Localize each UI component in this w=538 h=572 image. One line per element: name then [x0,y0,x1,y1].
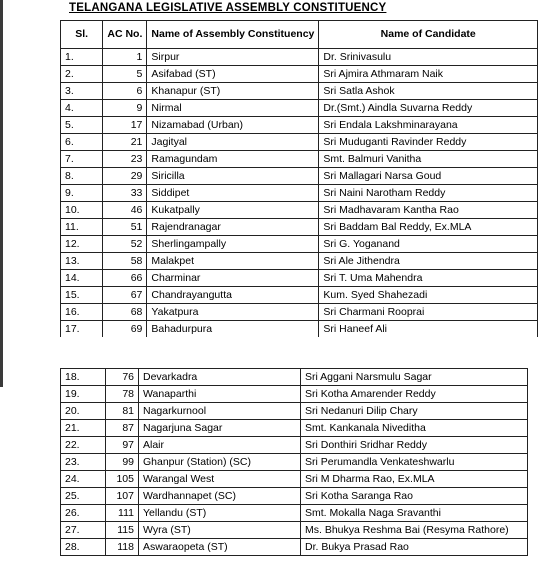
table-row [61,539,528,556]
cell-ac-no: 118 [106,539,139,556]
table-row [61,66,538,83]
cell-ac-no: 105 [106,471,139,488]
cell-sl: 21. [61,420,106,437]
cell-candidate: Sri Endala Lakshminarayana [319,117,538,134]
cell-candidate: Sri Kotha Saranga Rao [301,488,528,505]
cell-ac-no: 99 [106,454,139,471]
cell-constituency: Devarkadra [139,369,301,386]
table-row [61,403,528,420]
cell-ac-no: 6 [103,83,147,100]
cell-ac-no: 97 [106,437,139,454]
constituency-table-part-2 [60,368,528,556]
cell-candidate: Sri Madhavaram Kantha Rao [319,202,538,219]
table-row [61,287,538,304]
cell-sl: 18. [61,369,106,386]
table-row [61,202,538,219]
cell-ac-no: 78 [106,386,139,403]
cell-sl: 28. [61,539,106,556]
cell-candidate: Sri T. Uma Mahendra [319,270,538,287]
cell-constituency: Rajendranagar [147,219,319,236]
cell-candidate: Smt. Mokalla Naga Sravanthi [301,505,528,522]
cell-constituency: Chandrayangutta [147,287,319,304]
cell-constituency: Warangal West [139,471,301,488]
header-candidate: Name of Candidate [319,21,538,49]
table-row [61,437,528,454]
cell-sl: 5. [61,117,103,134]
table-row [61,369,528,386]
table-row [61,522,528,539]
cell-candidate: Dr. Srinivasulu [319,49,538,66]
header-sl: Sl. [61,21,103,49]
cell-constituency: Wardhannapet (SC) [139,488,301,505]
cell-ac-no: 52 [103,236,147,253]
cell-sl: 24. [61,471,106,488]
cell-ac-no: 51 [103,219,147,236]
cell-ac-no: 115 [106,522,139,539]
cell-constituency: Wanaparthi [139,386,301,403]
cell-ac-no: 68 [103,304,147,321]
cell-candidate: Sri Ale Jithendra [319,253,538,270]
constituency-table-part-1 [60,20,538,337]
cell-ac-no: 29 [103,168,147,185]
cell-candidate: Sri Charmani Rooprai [319,304,538,321]
cell-ac-no: 58 [103,253,147,270]
cell-constituency: Nagarkurnool [139,403,301,420]
cell-sl: 10. [61,202,103,219]
cell-sl: 8. [61,168,103,185]
cell-constituency: Siddipet [147,185,319,202]
table-header-row [61,21,538,49]
cell-sl: 11. [61,219,103,236]
table-row [61,304,538,321]
header-constituency: Name of Assembly Constituency [147,21,319,49]
cell-candidate: Sri Donthiri Sridhar Reddy [301,437,528,454]
table-body-part-2 [61,369,528,556]
cell-constituency: Nagarjuna Sagar [139,420,301,437]
cell-constituency: Alair [139,437,301,454]
cell-sl: 25. [61,488,106,505]
cell-ac-no: 5 [103,66,147,83]
cell-candidate: Sri Haneef Ali [319,321,538,338]
cell-ac-no: 69 [103,321,147,338]
cell-sl: 14. [61,270,103,287]
cell-candidate: Sri Ajmira Athmaram Naik [319,66,538,83]
cell-sl: 13. [61,253,103,270]
table-row [61,488,528,505]
header-ac-no: AC No. [103,21,147,49]
cell-ac-no: 33 [103,185,147,202]
cell-sl: 7. [61,151,103,168]
table-row [61,270,538,287]
cell-constituency: Ghanpur (Station) (SC) [139,454,301,471]
cell-constituency: Ramagundam [147,151,319,168]
cell-sl: 26. [61,505,106,522]
cell-constituency: Yellandu (ST) [139,505,301,522]
cell-candidate: Dr.(Smt.) Aindla Suvarna Reddy [319,100,538,117]
cell-sl: 19. [61,386,106,403]
cell-ac-no: 23 [103,151,147,168]
table-row [61,236,538,253]
table-body-part-1 [61,49,538,338]
cell-ac-no: 67 [103,287,147,304]
table-row [61,49,538,66]
cell-constituency: Wyra (ST) [139,522,301,539]
table-row [61,219,538,236]
cell-candidate: Sri Mallagari Narsa Goud [319,168,538,185]
table-row [61,505,528,522]
cell-constituency: Malakpet [147,253,319,270]
cell-constituency: Yakatpura [147,304,319,321]
cell-candidate: Sri Muduganti Ravinder Reddy [319,134,538,151]
table-row [61,420,528,437]
cell-sl: 6. [61,134,103,151]
page-left-rule [0,0,3,387]
cell-sl: 27. [61,522,106,539]
table-row [61,151,538,168]
cell-constituency: Nirmal [147,100,319,117]
cell-constituency: Kukatpally [147,202,319,219]
cell-constituency: Nizamabad (Urban) [147,117,319,134]
table-row [61,83,538,100]
cell-constituency: Siricilla [147,168,319,185]
cell-candidate: Sri Aggani Narsmulu Sagar [301,369,528,386]
cell-ac-no: 1 [103,49,147,66]
cell-ac-no: 21 [103,134,147,151]
cell-candidate: Sri Satla Ashok [319,83,538,100]
cell-candidate: Sri M Dharma Rao, Ex.MLA [301,471,528,488]
cell-sl: 17. [61,321,103,338]
cell-ac-no: 66 [103,270,147,287]
cell-sl: 4. [61,100,103,117]
table-row [61,168,538,185]
cell-ac-no: 81 [106,403,139,420]
cell-constituency: Bahadurpura [147,321,319,338]
table-row [61,134,538,151]
cell-ac-no: 76 [106,369,139,386]
cell-candidate: Sri G. Yoganand [319,236,538,253]
cell-sl: 22. [61,437,106,454]
cell-sl: 23. [61,454,106,471]
cell-sl: 12. [61,236,103,253]
cell-sl: 20. [61,403,106,420]
cell-candidate: Sri Kotha Amarender Reddy [301,386,528,403]
cell-candidate: Sri Naini Narotham Reddy [319,185,538,202]
table-row [61,100,538,117]
table-row [61,185,538,202]
cell-sl: 9. [61,185,103,202]
cell-sl: 1. [61,49,103,66]
cell-candidate: Smt. Kankanala Niveditha [301,420,528,437]
cell-candidate: Sri Perumandla Venkateshwarlu [301,454,528,471]
cell-candidate: Ms. Bhukya Reshma Bai (Resyma Rathore) [301,522,528,539]
cell-sl: 2. [61,66,103,83]
cell-candidate: Dr. Bukya Prasad Rao [301,539,528,556]
cell-candidate: Sri Nedanuri Dilip Chary [301,403,528,420]
table-row [61,253,538,270]
cell-ac-no: 17 [103,117,147,134]
cell-constituency: Aswaraopeta (ST) [139,539,301,556]
cell-constituency: Charminar [147,270,319,287]
cell-sl: 3. [61,83,103,100]
table-row [61,117,538,134]
cell-sl: 16. [61,304,103,321]
cell-candidate: Kum. Syed Shahezadi [319,287,538,304]
cell-ac-no: 46 [103,202,147,219]
cell-constituency: Sirpur [147,49,319,66]
cell-constituency: Jagityal [147,134,319,151]
cell-ac-no: 107 [106,488,139,505]
table-row [61,454,528,471]
cell-constituency: Asifabad (ST) [147,66,319,83]
cell-ac-no: 87 [106,420,139,437]
cell-candidate: Smt. Balmuri Vanitha [319,151,538,168]
table-row [61,386,528,403]
cell-constituency: Khanapur (ST) [147,83,319,100]
cell-ac-no: 9 [103,100,147,117]
cell-constituency: Sherlingampally [147,236,319,253]
cell-ac-no: 111 [106,505,139,522]
table-row [61,471,528,488]
cell-sl: 15. [61,287,103,304]
document-title: TELANGANA LEGISLATIVE ASSEMBLY CONSTITUENCY [69,2,387,14]
table-row [61,321,538,338]
cell-candidate: Sri Baddam Bal Reddy, Ex.MLA [319,219,538,236]
